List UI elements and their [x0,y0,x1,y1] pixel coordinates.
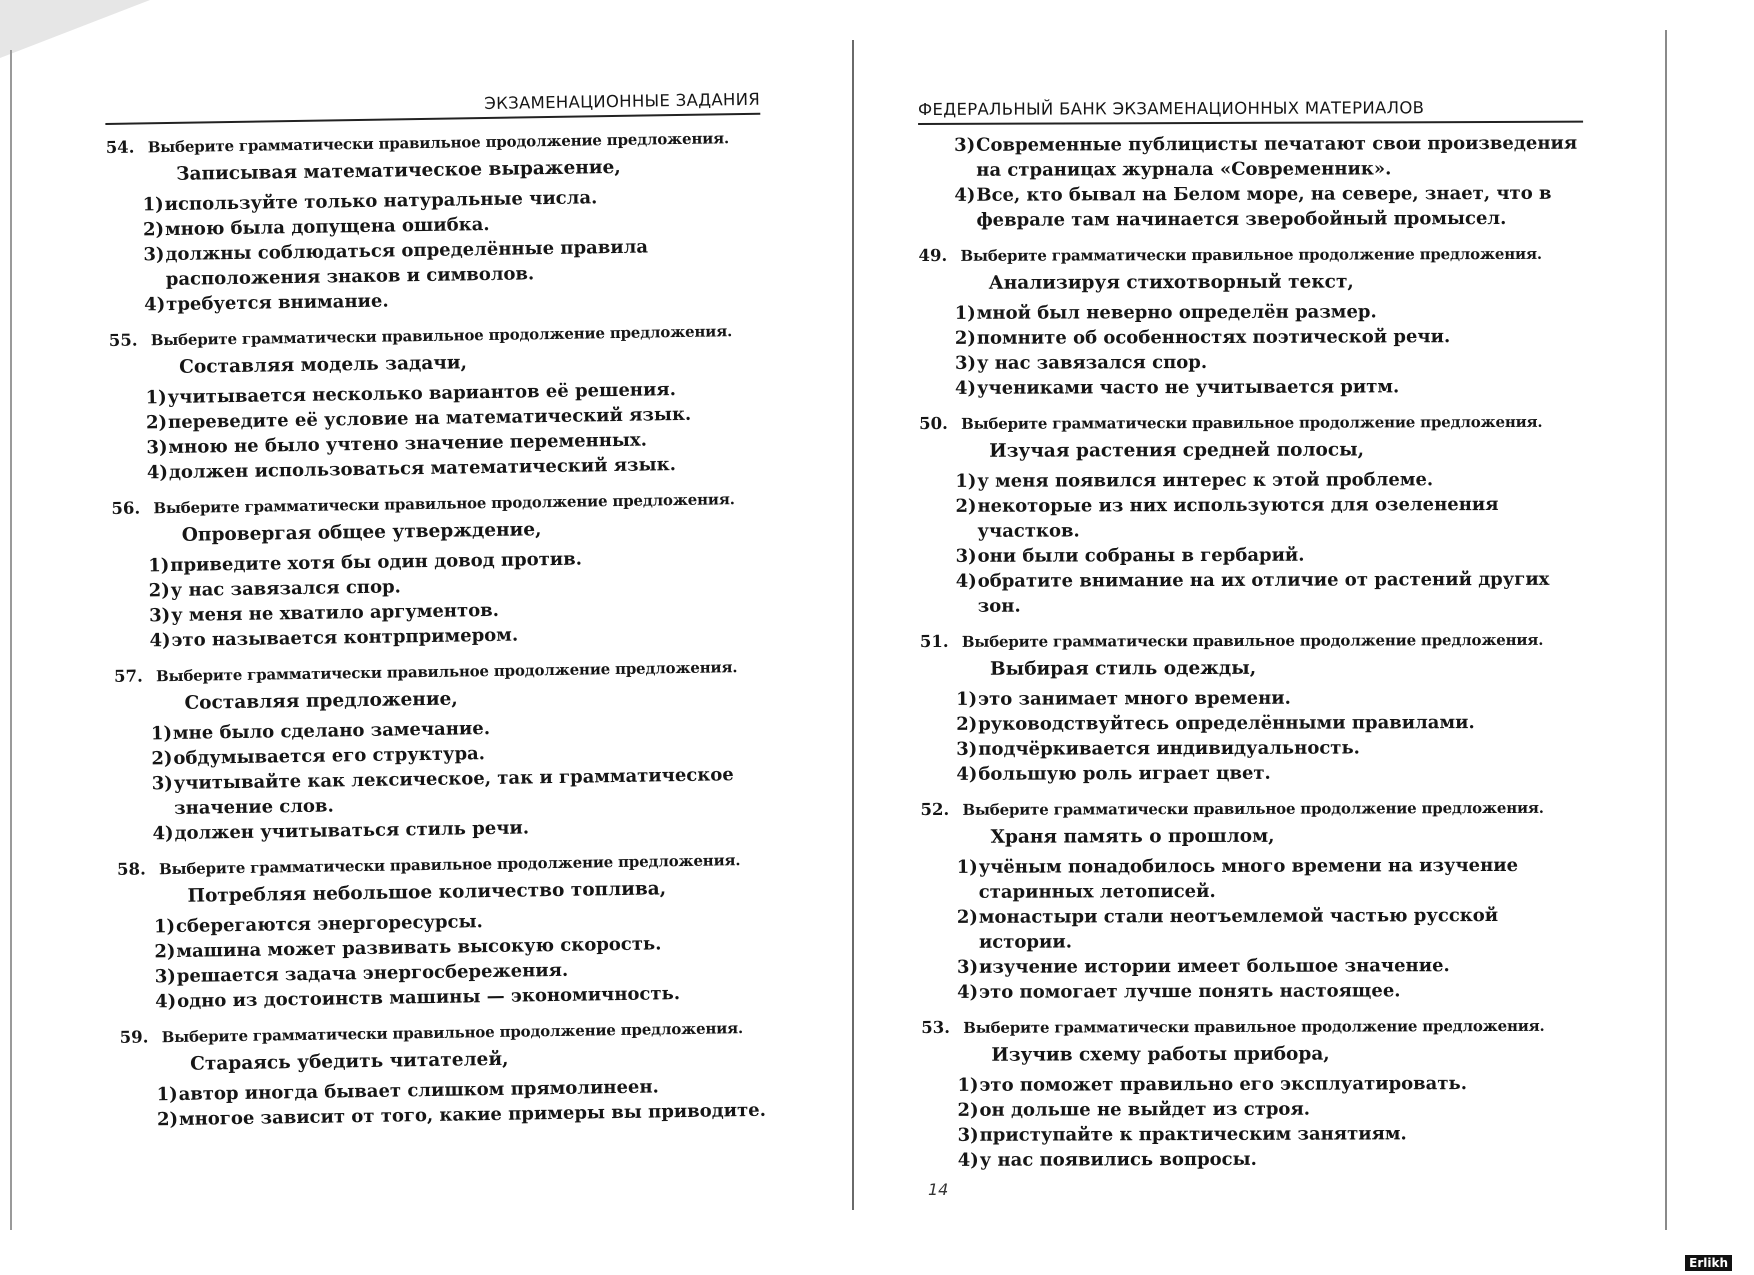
option-number: 2) [956,713,978,735]
answer-option [955,299,1584,326]
option-number: 4) [954,184,976,206]
task-number: 52. [920,799,950,819]
option-number: 1) [145,387,167,409]
option-text: у нас завязался спор. [976,351,1208,374]
option-number: 2) [142,219,165,241]
task-number: 51. [919,631,949,651]
task-number: 53. [921,1017,950,1037]
option-text: Современные публицисты печатают свои произведения на страницах журнала «Современник». [976,132,1578,181]
task-number: 59. [119,1027,149,1047]
answer-options [118,905,774,1015]
sentence-stem: Изучая растения средней полосы, [989,439,1365,462]
option-number: 2) [956,906,978,928]
option-number: 3) [957,1124,979,1146]
task-instruction: Выберите грамматически правильное продолжение предложения. [155,658,738,686]
option-number: 4) [954,377,977,399]
task-item [114,656,772,847]
running-head: ЭКЗАМЕНАЦИОННЫЕ ЗАДАНИЯ [105,90,760,125]
task-item [920,629,1586,787]
task-instruction: Выберите грамматически правильное продолжение предложения. [963,1016,1545,1037]
task-item [111,488,768,654]
option-number: 1) [954,302,976,324]
option-text: учениками часто не учитывается ритм. [976,376,1400,399]
task-header [920,629,1585,653]
sentence-stem: Изучив схему работы прибора, [991,1043,1330,1066]
task-instruction: Выберите грамматически правильное продолжение предложения. [960,244,1542,265]
sentence-stem: Храня память о прошлом, [990,825,1275,848]
option-text: мной был неверно определён размер. [976,301,1377,324]
answer-option [955,492,1584,544]
option-text: большую роль играет цвет. [978,762,1271,785]
option-text: помните об особенностях поэтической речи. [976,326,1451,349]
task-header [921,1015,1586,1039]
answer-option [955,467,1584,494]
option-text: мною была допущена ошибка. [164,213,490,241]
task-instruction: Выберите грамматически правильное продолжение предложения. [150,322,733,350]
left-page-edge [10,50,12,1230]
answer-options [115,712,772,847]
task-number: 50. [919,413,948,433]
task-instruction: Выберите грамматически правильное продолжение предложения. [962,798,1544,819]
sentence-stem: Выбирая стиль одежды, [989,657,1257,680]
option-number: 1) [956,856,978,878]
option-number: 3) [956,738,978,760]
answer-option [957,1071,1586,1098]
task-instruction: Выберите грамматически правильное продолжение предложения. [147,129,730,157]
task-instruction: Выберите грамматически правильное продолжение предложения. [961,412,1543,433]
option-number: 3) [954,134,976,156]
answer-option [954,181,1583,233]
option-text: это помогает лучше понять настоящее. [979,980,1401,1003]
answer-option [956,685,1585,712]
option-number: 1) [957,1074,979,1096]
option-number: 3) [148,605,171,627]
option-number: 3) [955,545,977,567]
option-text: это занимает много времени. [978,687,1291,710]
task-instruction: Выберите грамматически правильное продолжение предложения. [158,851,741,879]
task-number: 56. [111,498,141,518]
option-number: 2) [156,1108,179,1131]
option-text: решается задача энергосбережения. [176,959,569,987]
option-text: обратите внимание на их отличие от растений других зон. [977,568,1550,617]
option-text: Все, кто бывал на Белом море, на севере, знает, что в феврале там начинается зверобойный промысел. [976,182,1552,231]
right-page [918,98,1587,1173]
option-number: 3) [151,773,173,795]
option-number: 3) [143,244,165,266]
answer-option [955,349,1584,376]
option-text: у меня не хватило аргументов. [170,599,500,627]
option-number: 4) [144,294,166,316]
option-number: 4) [956,763,978,785]
option-text: приступайте к практическим занятиям. [979,1123,1407,1146]
task-header [919,243,1584,267]
option-text: обдумывается его структура. [173,743,486,770]
task-number: 57. [113,666,143,686]
option-text: мною не было учтено значение переменных. [168,429,648,459]
answer-option [956,567,1585,619]
option-text: должен учитываться стиль речи. [174,817,530,844]
option-text: используйте только натуральные числа. [164,187,598,216]
option-text: мне было сделано замечание. [172,718,491,745]
option-number: 4) [155,990,177,1013]
answer-options [919,299,1584,401]
task-item [919,411,1585,619]
answer-options [919,467,1585,619]
task-item [109,320,766,486]
answer-option [957,978,1586,1005]
option-number: 4) [957,1149,979,1171]
task-item [117,849,774,1015]
answer-options [112,544,768,654]
answer-option [956,542,1585,569]
answer-options [921,1071,1586,1173]
option-text: должен использоваться математический язык. [168,454,677,484]
answer-options [109,376,765,486]
option-number: 2) [957,1099,979,1121]
task-item [920,797,1586,1005]
option-text: одно из достоинств машины — экономичность. [177,983,681,1012]
page-number: 14 [928,1180,949,1199]
option-text: изучение истории имеет большое значение. [978,955,1450,978]
answer-option [957,853,1586,905]
option-text: у нас появились вопросы. [979,1148,1257,1171]
task-instruction: Выберите грамматически правильное продолжение предложения. [961,630,1544,651]
task-list [106,127,777,1133]
option-text: требуется внимание. [166,290,389,316]
option-number: 4) [957,981,979,1003]
option-number: 4) [146,462,169,484]
task-instruction: Выберите грамматически правильное продолжение предложения. [161,1019,744,1047]
sentence-stem: Стараясь убедить читателей, [189,1048,509,1075]
option-text: у нас завязался спор. [170,576,402,602]
option-number: 3) [154,965,176,988]
running-head: ФЕДЕРАЛЬНЫЙ БАНК ЭКЗАМЕНАЦИОННЫХ МАТЕРИАЛОВ [918,98,1583,125]
continued-options [918,131,1583,233]
option-text: это поможет правильно его эксплуатировать. [979,1073,1468,1096]
answer-options [120,1073,776,1133]
task-number: 55. [108,330,138,350]
right-page-edge [1665,30,1667,1230]
option-number: 4) [152,823,174,845]
option-number: 1) [955,470,977,492]
option-text: учёным понадобилось много времени на изучение старинных летописей. [978,854,1519,903]
answer-option [954,131,1583,183]
book-spine [852,40,854,1210]
sentence-stem: Составляя предложение, [184,688,458,714]
answer-option [957,1096,1586,1123]
option-number: 3) [956,956,979,978]
task-list [919,243,1587,1173]
answer-options [921,853,1587,1005]
option-number: 2) [148,580,170,602]
answer-option [957,953,1586,980]
task-number: 54. [105,137,135,157]
option-number: 2) [154,941,176,963]
answer-option [958,1146,1587,1173]
option-text: монастыри стали неотъемлемой частью русской истории. [978,904,1499,953]
answer-option [955,374,1584,401]
task-header [919,411,1584,435]
option-text: учитывается несколько вариантов её решения. [167,379,677,409]
option-text: они были собраны в гербарий. [977,544,1305,567]
folded-corner [0,0,150,58]
task-number: 49. [918,245,948,265]
task-item [106,127,764,318]
task-item [919,243,1585,401]
option-number: 2) [955,495,977,517]
answer-option [957,903,1586,955]
option-number: 1) [142,194,164,216]
option-number: 1) [956,688,978,710]
task-header [920,797,1585,821]
option-text: приведите хотя бы один довод против. [170,548,583,577]
option-number: 2) [151,748,173,770]
option-text: некоторые из них используются для озеленения участков. [977,493,1499,542]
task-number: 58. [116,859,146,879]
option-number: 2) [145,412,168,434]
option-text: должны соблюдаться определённые правила расположения знаков и символов. [165,236,649,291]
option-number: 1) [153,916,176,938]
answer-options [106,183,763,318]
option-number: 1) [156,1083,178,1106]
option-text: многое зависит от того, какие примеры вы приводите. [178,1099,767,1130]
answer-option [956,710,1585,737]
option-text: машина может развивать высокую скорость. [176,933,662,962]
option-number: 1) [148,555,170,577]
option-number: 2) [954,327,976,349]
option-text: подчёркивается индивидуальность. [978,737,1360,760]
sentence-stem: Записывая математическое выражение, [176,156,621,185]
option-text: сберегаются энергоресурсы. [175,911,483,937]
left-page [105,90,776,1133]
answer-option [956,735,1585,762]
watermark: Erlikh [1685,1255,1732,1271]
sentence-stem: Составляя модель задачи, [179,352,468,378]
task-item [921,1015,1587,1173]
option-number: 3) [146,437,168,459]
option-number: 4) [149,630,171,652]
answer-options [920,685,1585,787]
option-text: автор иногда бывает слишком прямолинеен. [178,1076,660,1105]
sentence-stem: Потребляя небольшое количество топлива, [187,878,667,907]
option-text: он дольше не выйдет из строя. [979,1098,1311,1121]
option-text: руководствуйтесь определёнными правилами. [978,712,1475,735]
sentence-stem: Анализируя стихотворный текст, [988,271,1354,294]
answer-option [958,1121,1587,1148]
option-text: учитывайте как лексическое, так и грамматическое значение слов. [173,764,734,820]
task-item [120,1017,777,1133]
option-number: 4) [955,570,977,592]
answer-option [956,760,1585,787]
sentence-stem: Опровергая общее утверждение, [181,519,542,546]
option-text: у меня появился интерес к этой проблеме. [977,469,1434,492]
option-text: это называется контрпримером. [171,624,519,652]
option-number: 3) [954,352,977,374]
option-text: переведите её условие на математический язык. [167,403,692,434]
task-instruction: Выберите грамматически правильное продолжение предложения. [153,490,735,518]
answer-option [955,324,1584,351]
option-number: 1) [150,723,173,745]
